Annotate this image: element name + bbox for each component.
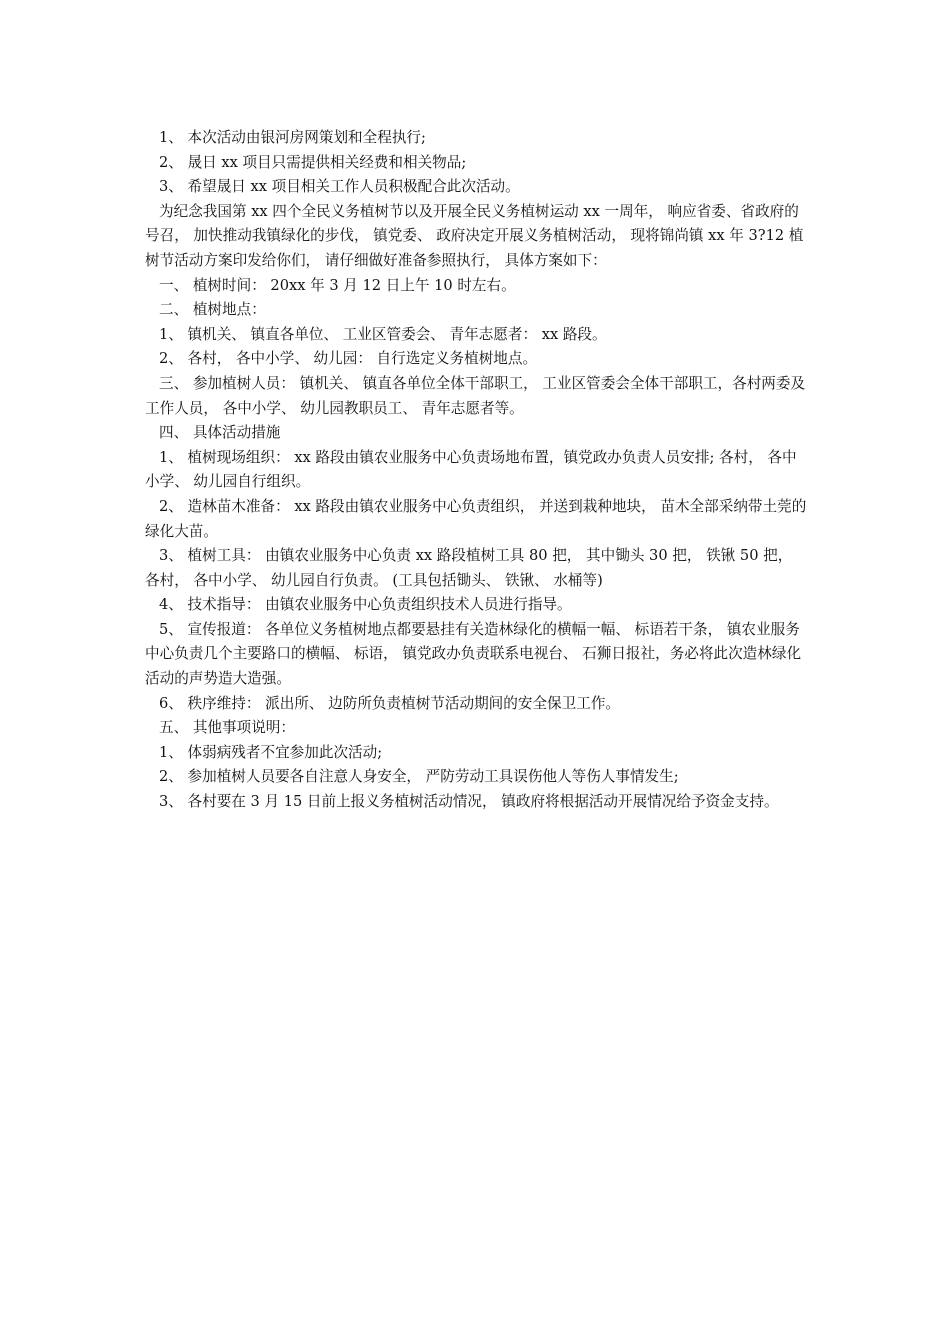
paragraph-intro: 为纪念我国第 xx 四个全民义务植树节以及开展全民义务植树运动 xx 一周年， 响应省委、省政府的号召， 加快推动我镇绿化的步伐， 镇党委、 政府决定开展义务植树活动， 现将锦尚镇 xx 年 3?12 植树节活动方案印发给你们， 请仔细做好准备参照执行， 具体方案如下：: [145, 202, 804, 269]
section-5-heading: 五、 其他事项说明：: [159, 719, 295, 737]
paragraph-3: 3、 希望晟日 xx 项目相关工作人员积极配合此次活动。: [159, 178, 520, 196]
section-5-item-2: 2、 参加植树人员要各自注意人身安全， 严防劳动工具误伤他人等伤人事情发生;: [159, 768, 679, 786]
section-3-participants: 三、 参加植树人员： 镇机关、 镇直各单位全体干部职工， 工业区管委会全体干部职工，各村两委及工作人员， 各中小学、 幼儿园教职员工、 青年志愿者等。: [145, 374, 806, 417]
section-4-heading: 四、 具体活动措施: [159, 424, 281, 442]
section-4-item-5: 5、 宣传报道： 各单位义务植树地点都要悬挂有关造林绿化的横幅一幅、 标语若干条， 镇农业服务中心负责几个主要路口的横幅、 标语， 镇党政办负责联系电视台、 石狮日报社，务必将此次造林绿化活动的声势造大造强。: [145, 620, 802, 688]
document-body: [145, 126, 810, 815]
paragraph-2: 2、 晟日 xx 项目只需提供相关经费和相关物品;: [159, 153, 467, 171]
section-4-item-3: 3、 植树工具： 由镇农业服务中心负责 xx 路段植树工具 80 把， 其中锄头 30 把， 铁锹 50 把， 各村， 各中小学、 幼儿园自行负责。 (工具包括锄头、 铁锹、 水桶等): [145, 547, 793, 589]
section-4-item-4: 4、 技术指导： 由镇农业服务中心负责组织技术人员进行指导。: [159, 596, 572, 614]
section-4-item-2: 2、 造林苗木准备： xx 路段由镇农业服务中心负责组织， 并送到栽种地块， 苗木全部采纳带土莞的绿化大苗。: [145, 497, 807, 540]
paragraph-1: 1、 本次活动由银河房网策划和全程执行;: [159, 129, 426, 146]
section-2-heading: 二、 植树地点：: [159, 301, 266, 319]
section-1-time: 一、 植树时间： 20xx 年 3 月 12 日上午 10 时左右。: [159, 276, 516, 294]
section-5-item-3: 3、 各村要在 3 月 15 日前上报义务植树活动情况， 镇政府将根据活动开展情况给予资金支持。: [159, 793, 779, 811]
section-2-item-1: 1、 镇机关、 镇直各单位、 工业区管委会、 青年志愿者： xx 路段。: [159, 325, 607, 343]
section-2-item-2: 2、 各村， 各中小学、 幼儿园： 自行选定义务植树地点。: [159, 350, 538, 368]
section-4-item-6: 6、 秩序维持： 派出所、 边防所负责植树节活动期间的安全保卫工作。: [159, 694, 621, 712]
section-5-item-1: 1、 体弱病残者不宜参加此次活动;: [159, 743, 383, 761]
section-4-item-1: 1、 植树现场组织： xx 路段由镇农业服务中心负责场地布置，镇党政办负责人员安排; 各村， 各中小学、 幼儿园自行组织。: [145, 448, 797, 491]
